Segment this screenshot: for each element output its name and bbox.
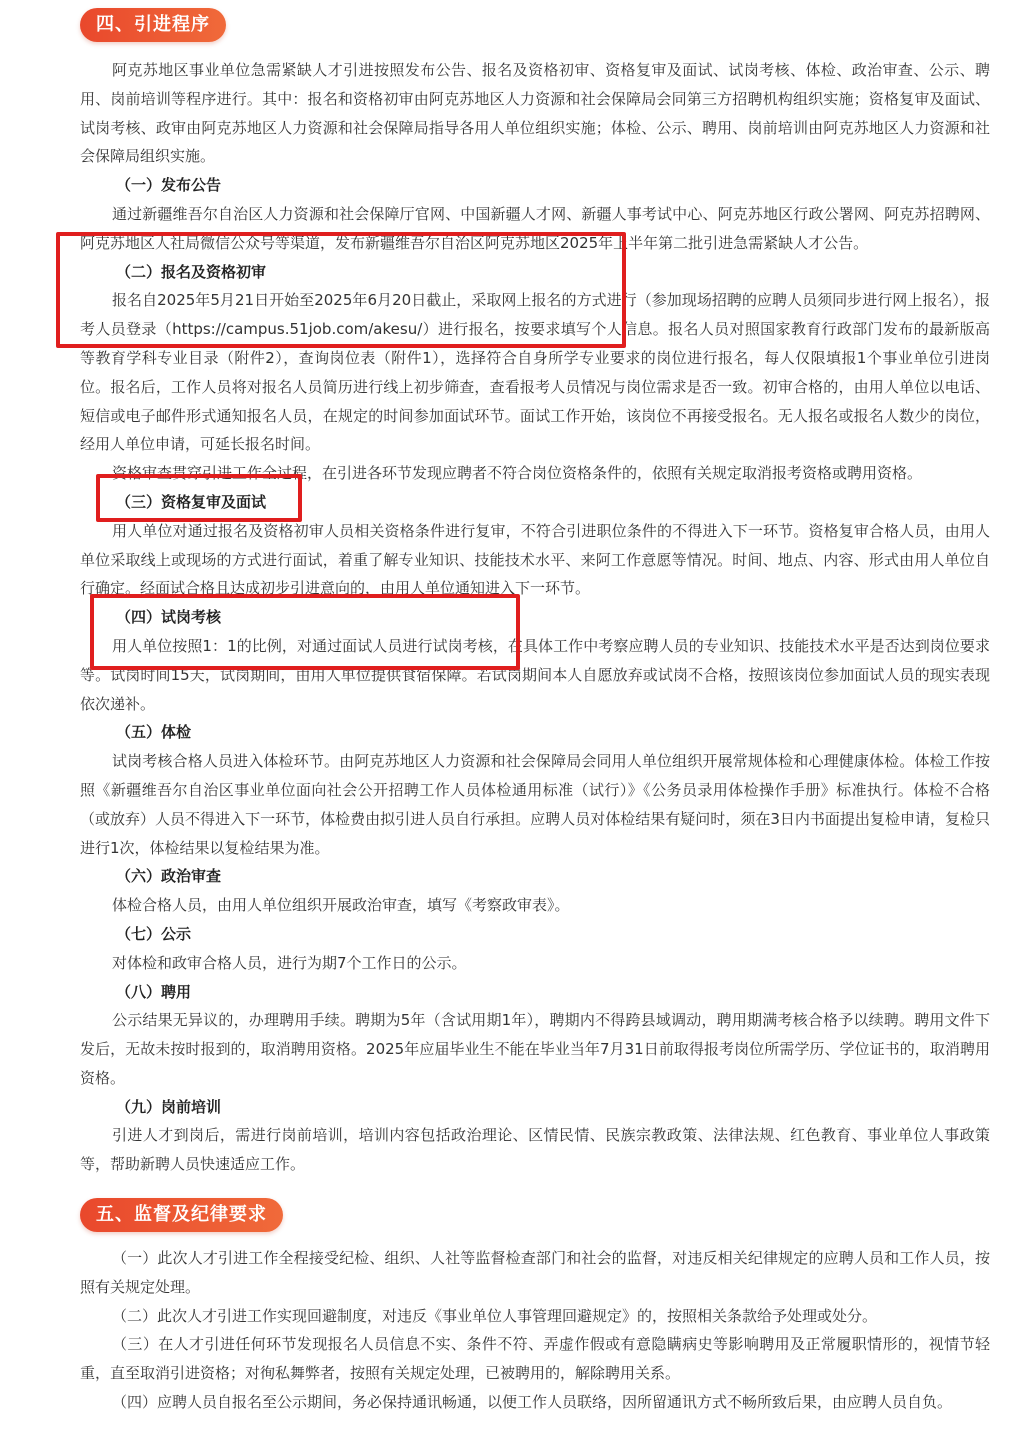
review-interview-body: 用人单位对通过报名及资格初审人员相关资格条件进行复审，不符合引进职位条件的不得进入下一环节。资格复审合格人员，由用人单位采取线上或现场的方式进行面试，着重了解专业知识、技能技术水平、来阿工作意愿等情况。时间、地点、内容、形式由用人单位自行确定。经面试合格且达成初步引进意向的，由用人单位通知进入下一环节。 — [80, 521, 990, 598]
subhead-publicity: （七）公示 — [116, 924, 192, 943]
publish-notice-body: 通过新疆维吾尔自治区人力资源和社会保障厅官网、中国新疆人才网、新疆人事考试中心、阿克苏地区行政公署网、阿克苏招聘网、阿克苏地区人社局微信公众号等渠道，发布新疆维吾尔自治区阿克苏地区2025年上半年第二批引进急需紧缺人才公告。 — [80, 204, 990, 252]
subhead-trial-assessment: （四）试岗考核 — [116, 608, 222, 627]
discipline-item: （二）此次人才引进工作实现回避制度，对违反《事业单位人事管理回避规定》的，按照相关条款给予处理或处分。 — [112, 1306, 878, 1325]
section-4-intro: 阿克苏地区事业单位急需紧缺人才引进按照发布公告、报名及资格初审、资格复审及面试、试岗考核、体检、政治审查、公示、聘用、岗前培训等程序进行。其中：报名和资格初审由阿克苏地区人力资源和社会保障局会同第三方招聘机构组织实施；资格复审及面试、试岗考核、政审由阿克苏地区人力资源和社会保障局指导各用人单位组织实施；体检、公示、聘用、岗前培训由阿克苏地区人力资源和社会保障局组织实施。 — [80, 61, 990, 166]
qualification-review-note: 资格审查贯穿引进工作全过程，在引进各环节发现应聘者不符合岗位资格条件的，依照有关规定取消报考资格或聘用资格。 — [112, 464, 923, 483]
section-5-title: 五、监督及纪律要求 — [80, 1198, 283, 1232]
subhead-publish-notice: （一）发布公告 — [116, 176, 222, 195]
subhead-political-review: （六）政治审查 — [116, 867, 222, 886]
section-4-content — [80, 56, 990, 1179]
section-5-content — [80, 1244, 990, 1417]
subhead-employment: （八）聘用 — [116, 982, 192, 1001]
discipline-item: （四）应聘人员自报名至公示期间，务必保持通讯畅通，以便工作人员联络，因所留通讯方式不畅所致后果，由应聘人员自负。 — [112, 1392, 953, 1411]
subhead-pre-job-training: （九）岗前培训 — [116, 1097, 222, 1116]
section-4-title: 四、引进程序 — [80, 8, 226, 42]
discipline-item: （三）在人才引进任何环节发现报名人员信息不实、条件不符、弄虚作假或有意隐瞒病史等影响聘用及正常履职情形的，视情节轻重，直至取消引进资格；对徇私舞弊者，按照有关规定处理，已被聘用的，解除聘用关系。 — [80, 1335, 990, 1383]
discipline-item: （一）此次人才引进工作全程接受纪检、组织、人社等监督检查部门和社会的监督，对违反相关纪律规定的应聘人员和工作人员，按照有关规定处理。 — [80, 1249, 990, 1296]
political-review-body: 体检合格人员，由用人单位组织开展政治审查，填写《考察政审表》。 — [112, 896, 570, 915]
subhead-medical-exam: （五）体检 — [116, 723, 192, 742]
trial-assessment-body: 用人单位按照1：1的比例，对通过面试人员进行试岗考核，在具体工作中考察应聘人员的专业知识、技能技术水平是否达到岗位要求等。试岗时间15天，试岗期间，由用人单位提供食宿保障。若试岗期间本人自愿放弃或试岗不合格，按照该岗位参加面试人员的现实表现依次递补。 — [80, 636, 990, 713]
subhead-registration: （二）报名及资格初审 — [116, 262, 267, 281]
medical-exam-body: 试岗考核合格人员进入体检环节。由阿克苏地区人力资源和社会保障局会同用人单位组织开展常规体检和心理健康体检。体检工作按照《新疆维吾尔自治区事业单位面向社会公开招聘工作人员体检通用标准（试行）》《公务员录用体检操作手册》标准执行。体检不合格（或放弃）人员不得进入下一环节，体检费由拟引进人员自行承担。应聘人员对体检结果有疑问时，须在3日内书面提出复检申请，复检只进行1次，体检结果以复检结果为准。 — [80, 752, 990, 857]
pre-job-training-body: 引进人才到岗后，需进行岗前培训，培训内容包括政治理论、区情民情、民族宗教政策、法律法规、红色教育、事业单位人事政策等，帮助新聘人员快速适应工作。 — [80, 1126, 990, 1174]
subhead-review-interview: （三）资格复审及面试 — [116, 492, 267, 511]
employment-body: 公示结果无异议的，办理聘用手续。聘期为5年（含试用期1年），聘期内不得跨县域调动，聘用期满考核合格予以续聘。聘用文件下发后，无故未按时报到的，取消聘用资格。2025年应届毕业生不能在毕业当年7月31日前取得报考岗位所需学历、学位证书的，取消聘用资格。 — [80, 1011, 990, 1087]
registration-body: 报名自2025年5月21日开始至2025年6月20日截止，采取网上报名的方式进行（参加现场招聘的应聘人员须同步进行网上报名），报考人员登录（https://campus.51job.com/akesu/）进行报名，按要求填写个人信息。报名人员对照国家教育行政部门发布的最新版高等教育学科专业目录（附件2），查询岗位表（附件1），选择符合自身所学专业要求的岗位进行报名，每人仅限填报1个事业单位引进岗位。报名后，工作人员将对报名人员简历进行线上初步筛查，查看报考人员情况与岗位需求是否一致。初审合格的，由用人单位以电话、短信或电子邮件形式通知报名人员，在规定的时间参加面试环节。面试工作开始，该岗位不再接受报名。无人报名或报名人数少的岗位，经用人单位申请，可延长报名时间。 — [80, 291, 990, 454]
publicity-body: 对体检和政审合格人员，进行为期7个工作日的公示。 — [112, 953, 467, 972]
